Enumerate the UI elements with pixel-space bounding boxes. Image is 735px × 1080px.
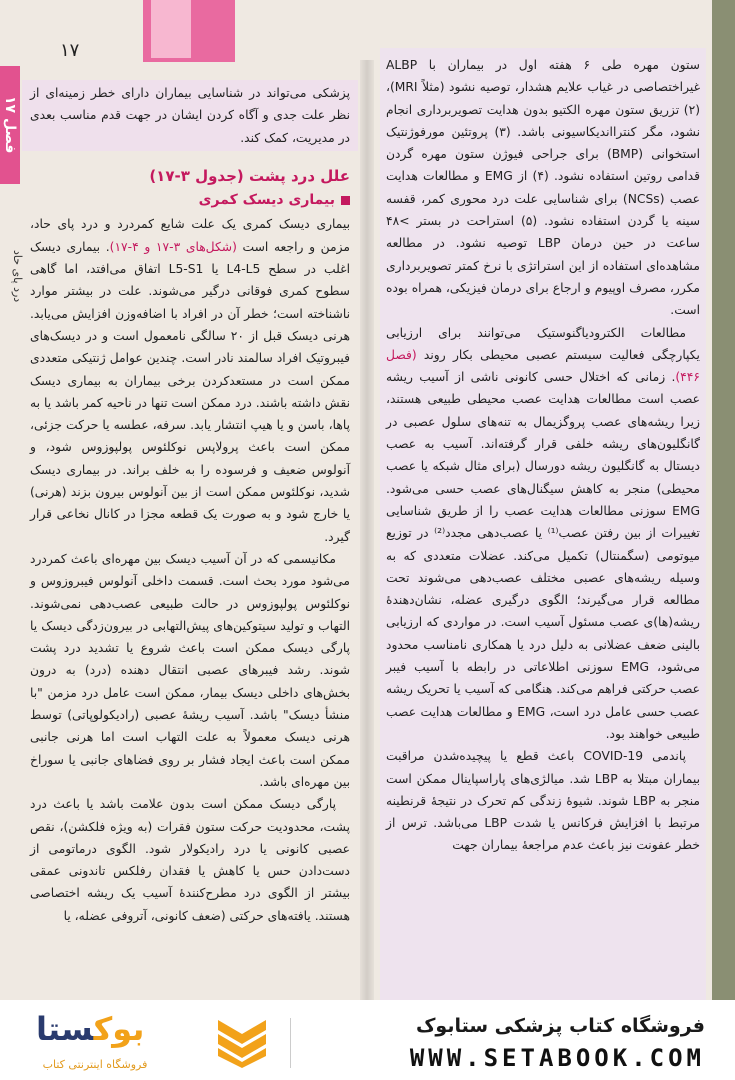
left-paragraph-1-text-a: بیماری دیسک کمری یک علت شایع کمردرد و درد پای حاد، مزمن و راجعه است <box>30 217 350 254</box>
subsection-title <box>30 189 350 211</box>
left-paragraph-2: مکانیسمی که در آن آسیب دیسک بین مهره‌ای باعث کمردرد می‌شود مورد بحث است. قسمت داخلی آنولوس فیبروزوس و نوکلئوس پولپوزوس در حالت طبیعی عصب‌دهی نمی‌شوند. التهاب و تولید سیتوکین‌های پیش‌التهابی در بیرون‌زدگی دیسک یا پارگی دیسک ممکن است باعث شروع یا تشدید درد پشت شوند. رشد فیبرهای عصبی انتقال دهنده (درد) به درون بخش‌های داخلی دیسک بیمار، ممکن است عامل درد مزمن "با منشأ دیسک" باشد. آسیب ریشهٔ عصبی (رادیکولوپاتی) توسط هرنی دیسک معمولاً به علت التهاب است اما هرنی جانبی ممکن است باعث ایجاد فشار بر روی فضاهای جانبی یا سوراخ بین مهره‌ای باشد. <box>30 551 350 789</box>
left-paragraph-3: پارگی دیسک ممکن است بدون علامت باشد یا باعث درد پشت، محدودیت حرکت ستون فقرات (به ویژه فلکشن)، نقص عصبی کانونی یا درد رادیکولار شود. الگوی درماتومی از دست‌دادن حس یا کاهش یا فقدان رفلکس تاندونی عمقی بیشتر از الگوی درد مطرح‌کنندهٔ آسیب یک ریشه اختصاصی هستند. یافته‌های حرکتی (ضعف کانونی، آتروفی عضله، یا <box>30 797 350 923</box>
logo-text-left: ستا <box>36 1010 94 1048</box>
right-paragraph-1: ستون مهره طی ۶ هفته اول در بیماران با ALBP غیراختصاصی در غیاب علایم هشدار، توصیه نشود (مثلاً MRI)، (۲) تزریق ستون مهره الکتیو بدون هدایت تصویربرداری انجام نشود، مگر کنترااندیکاسیونی باشد. (۳) پروتئین مورفوژنتیک استخوانی (BMP) برای جراحی فیوژن ستون مهره گردن قدامی روتین استفاده نشود. (۴) از EMG و مطالعات هدایت عصب (NCSs) برای شناسایی علت درد محوری کمر، قفسه سینه یا گردن استفاده نشود. (۵) استراحت در بستر >۴۸ ساعت در حین درمان LBP توصیه نشود. در مطالعه مشاهده‌ای استفاده از این استراتژی با نرخ کمتر تصویربرداری مکرر، مصرف اوپیوم و ارجاع برای درمان فیزیکی، همراه بوده است. <box>386 58 701 318</box>
handwritten-margin-note: درد پای حاد <box>11 249 24 302</box>
logo-subtitle: فروشگاه اینترنتی کتاب <box>42 1058 148 1071</box>
logo-text-right: بوک <box>93 1010 145 1048</box>
right-paragraph-2-text-b: . زمانی که اختلال حسی کانونی ناشی از آسیب ریشه عصب است مطالعات هدایت عصب محیطی طبیعی هستند، زیرا ریشه‌های عصب پروگزیمال به تنه‌های سلول عصبی در گانگلیون‌های ریشه خلفی قرار گرفته‌اند. آسیب به عصب دیستال به گانگلیون ریشه دورسال (برای مثال شبکه یا عصب محیطی) منجر به کاهش سیگنال‌های عصب حسی می‌شود. EMG سوزنی مطالعات هدایت عصب را از طریق شناسایی تغییرات از بین رفتن عصب⁽¹⁾ یا عصب‌دهی مجدد⁽²⁾ در توزیع میوتومی (سگمنتال) تکمیل می‌کند. عضلات متعددی که به وسیله ریشه‌های عصبی مختلف عصب‌دهی می‌شوند تحت مطالعه قرار می‌گیرند؛ الگوی درگیری عضله، نشان‌دهندهٔ ریشه(ها)ی عصب مسئول آسیب است. در مواردی که ارزیابی بالینی ضعف عضلانی به دلیل درد یا همکاری نامناسب محدود می‌شود، EMG سوزنی اطلاعاتی در رابطه با آسیب فیبر عصب حرکتی فراهم می‌کند. هنگامی که آسیب یا تحریک ریشه عصب حسی عامل درد است، EMG و مطالعات هدایت عصب طبیعی خواهند بود. <box>386 370 700 741</box>
intro-box <box>22 80 358 151</box>
left-column <box>30 80 350 927</box>
square-bullet-icon <box>341 196 350 205</box>
left-paragraph-1 <box>30 213 350 547</box>
footer-divider <box>290 1018 291 1068</box>
intro-paragraph: پزشکی می‌تواند در شناسایی بیماران دارای خطر زمینه‌ای از نظر علت جدی و آگاه کردن ایشان در جهت قدم مناسب بعدی در مدیریت، کمک کند. <box>30 86 350 145</box>
background-edge <box>712 0 735 1000</box>
store-url-link[interactable]: WWW.SETABOOK.COM <box>409 1044 705 1072</box>
right-paragraph-2-text-a: مطالعات الکترودیاگنوستیک می‌توانند برای ارزیابی یکپارچگی فعالیت سیستم عصبی محیطی بکار روند <box>386 325 700 362</box>
section-title: علل درد پشت (جدول ۳-۱۷) <box>149 166 350 185</box>
right-column <box>380 48 706 1000</box>
page-gutter <box>360 60 374 1000</box>
subsection-title-text: بیماری دیسک کمری <box>198 192 335 209</box>
chapter-label: فصل ۱۷ <box>2 96 18 154</box>
page-number: ۱۷ <box>60 40 80 61</box>
pink-tab-streak <box>151 0 191 58</box>
setabook-logo <box>36 1010 144 1048</box>
pink-tab-decoration <box>143 0 235 62</box>
left-paragraph-1-text-b: . بیماری دیسک اغلب در سطح L4-L5 یا L5-S1 اتفاق می‌افتد، اما گاهی سطوح کمری فوقانی درگیر می‌شوند. علت در بیشتر موارد ناشناخته است؛ خطر آن در افراد با اضافه‌وزن افزایش می‌یابد. هرنی دیسک قبل از ۲۰ سالگی نامعمول است و در دیسک‌های فیبروتیک افراد سالمند نادر است. چندین عوامل ژنتیکی متعددی ممکن است در مستعدکردن برخی بیماران به بیماری دیسک نقش داشته باشند. درد ممکن است تنها در ناحیه کمر باشد یا به پاها، باسن و یا هیپ انتشار یابد. سرفه، عطسه یا حرکت جزئی، ممکن است باعث پرولاپس نوکلئوس پولپوزوس شود، و آنولوس ضعیف و فرسوده را به خلف براند. در بیماری دیسک شدید، نوکلئوس ممکن است از بین آنولوس بیرون بزند (هرنی) یا خارج شود و به صورت یک قطعه مجزا در کانال نخاعی قرار گیرد. <box>30 239 350 544</box>
chapter-reference: (فصل ۴۴۶) <box>386 347 700 385</box>
store-title: فروشگاه کتاب پزشکی ستابوک <box>415 1015 705 1037</box>
right-paragraph-3: پاندمی COVID-19 باعث قطع یا پیچیده‌شدن مراقبت بیماران مبتلا به LBP شد. میالژی‌های پاراسپاینال ممکن است منجر به LBP شوند. شیوهٔ زندگی کم تحرک در نتیجهٔ قرنطینه مرتبط با افزایش فرکانس یا شدت LBP می‌باشد. ترس از خطر عفونت نیز باعث عدم مراجعهٔ بیماران جهت <box>386 749 701 853</box>
right-paragraph-2 <box>386 322 700 746</box>
chevron-logo-icon <box>216 1014 268 1070</box>
figure-reference: (شکل‌های ۳-۱۷ و ۴-۱۷) <box>109 239 237 254</box>
